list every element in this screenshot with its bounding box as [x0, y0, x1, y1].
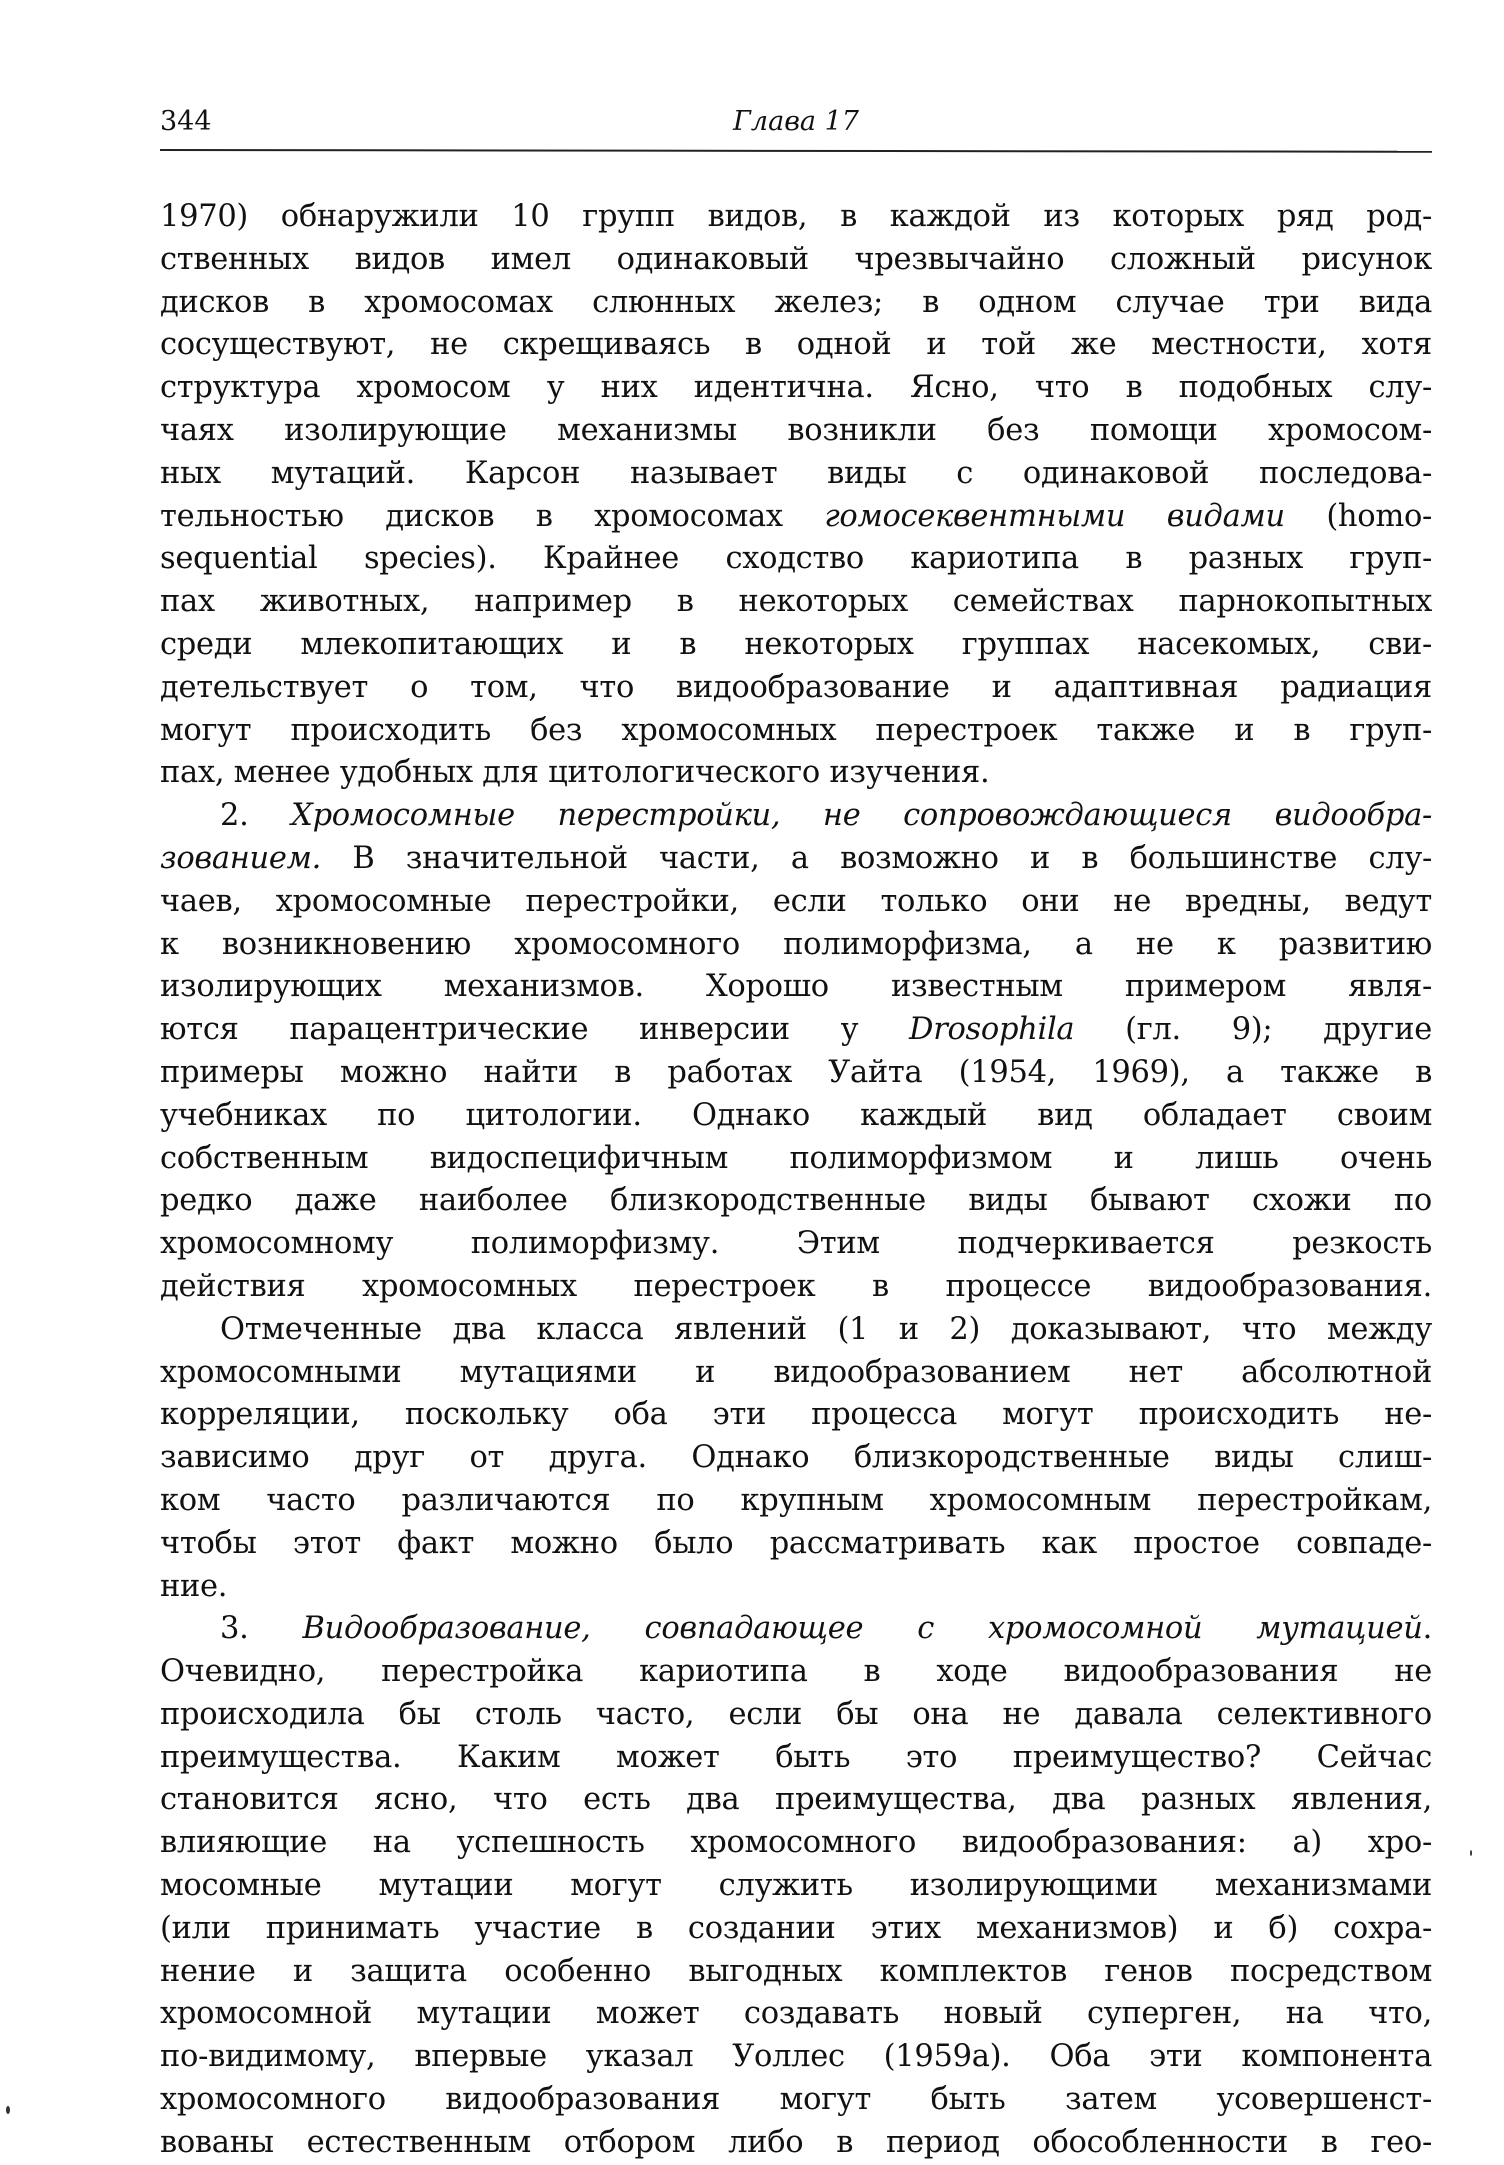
text-run: хромосомному полиморфизму. Этим подчеркивается резкость: [160, 1226, 1432, 1262]
italic-text-run: гомосеквентными видами: [824, 498, 1285, 534]
text-run: к возникновению хромосомного полиморфизма, а не к развитию: [160, 926, 1432, 962]
page-number: 344: [160, 106, 212, 137]
text-run: тельностью дисков в хромосомах: [160, 498, 825, 534]
text-line: [160, 282, 1432, 325]
text-run: ственных видов имел одинаковый чрезвычайно сложный рисунок: [160, 241, 1432, 277]
scan-speck: [1470, 1850, 1472, 1856]
text-line: [160, 2122, 1432, 2165]
text-run: корреляции, поскольку оба эти процесса могут происходить не-: [160, 1397, 1432, 1433]
text-run: зависимо друг от друга. Однако близкородственные виды слиш-: [160, 1440, 1432, 1476]
text-run: хромосомной мутации может создавать новый суперген, на что,: [160, 1996, 1432, 2032]
text-run: примеры можно найти в работах Уайта (1954, 1969), а также в: [160, 1054, 1432, 1090]
text-line: [160, 1480, 1432, 1523]
text-line: [160, 966, 1432, 1009]
text-run: .: [1422, 1611, 1432, 1647]
text-run: вованы естественным отбором либо в период обособленности в гео-: [160, 2124, 1432, 2160]
header-rule: [160, 149, 1432, 153]
text-line: [160, 795, 1432, 838]
text-run: sequential species). Крайнее сходство кариотипа в разных груп-: [160, 541, 1432, 577]
text-run: по-видимому, впервые указал Уоллес (1959а). Оба эти компонента: [160, 2039, 1432, 2075]
text-line: [160, 1223, 1432, 1266]
text-line: [160, 1523, 1432, 1566]
text-line: [160, 1608, 1432, 1651]
text-run: чаев, хромосомные перестройки, если только они не вредны, ведут: [160, 883, 1432, 919]
text-run: дисков в хромосомах слюнных желез; в одном случае три вида: [160, 284, 1432, 320]
text-line: [160, 1394, 1432, 1437]
text-run: изолирующих механизмов. Хорошо известным примером явля-: [160, 969, 1432, 1005]
text-line: [160, 1822, 1432, 1865]
text-line: [160, 1052, 1432, 1095]
text-run: ются парацентрические инверсии у: [160, 1012, 910, 1048]
text-run: Отмеченные два класса явлений (1 и 2) доказывают, что между: [220, 1311, 1432, 1347]
page-header: [160, 106, 1432, 146]
text-run: преимущества. Каким может быть это преимущество? Сейчас: [160, 1739, 1432, 1775]
text-run: редко даже наиболее близкородственные виды бывают схожи по: [160, 1183, 1432, 1219]
text-line: [160, 710, 1432, 753]
text-line: [160, 1694, 1432, 1737]
text-run: ние.: [160, 1568, 228, 1604]
text-run: пах животных, например в некоторых семействах парнокопытных: [160, 584, 1432, 620]
text-run: В значительной части, а возможно и в большинстве слу-: [321, 840, 1432, 876]
text-line: [160, 496, 1432, 539]
italic-text-run: Хромосомные перестройки, не сопровождающиеся видообра-: [291, 798, 1432, 834]
text-line: [160, 667, 1432, 710]
text-run: происходила бы столь часто, если бы она не давала селективного: [160, 1696, 1432, 1732]
text-line: [160, 838, 1432, 881]
text-line: [160, 324, 1432, 367]
text-line: [160, 1309, 1432, 1352]
text-line: [160, 752, 1432, 795]
text-line: [160, 1095, 1432, 1138]
text-run: мосомные мутации могут служить изолирующими механизмами: [160, 1868, 1432, 1904]
text-run: влияющие на успешность хромосомного видообразования: а) хро-: [160, 1825, 1432, 1861]
text-run: действия хромосомных перестроек в процессе видообразования.: [160, 1268, 1432, 1304]
italic-text-run: зованием.: [160, 840, 321, 876]
text-line: [160, 581, 1432, 624]
text-line: [160, 924, 1432, 967]
text-run: структура хромосом у них идентична. Ясно, что в подобных слу-: [160, 370, 1432, 406]
italic-text-run: Drosophila: [909, 1012, 1075, 1048]
scan-speck: [6, 2106, 10, 2114]
italic-text-run: Видообразование, совпадающее с хромосомной мутацией: [302, 1611, 1423, 1647]
text-run: детельствует о том, что видообразование и адаптивная радиация: [160, 669, 1432, 705]
text-line: [160, 624, 1432, 667]
text-run: 1970) обнаружили 10 групп видов, в каждой из которых ряд род-: [160, 199, 1432, 234]
text-line: [160, 1779, 1432, 1822]
text-line: [160, 881, 1432, 924]
text-line: [160, 1009, 1432, 1052]
text-line: [160, 1352, 1432, 1395]
text-line: [160, 1180, 1432, 1223]
text-line: [160, 1437, 1432, 1480]
text-run: (или принимать участие в создании этих механизмов) и б) сохра-: [160, 1910, 1432, 1946]
text-run: (homo-: [1284, 498, 1433, 534]
text-run: могут происходить без хромосомных перестроек также и в груп-: [160, 712, 1432, 748]
text-line: [160, 1865, 1432, 1908]
text-line: [160, 1651, 1432, 1694]
text-run: ком часто различаются по крупным хромосомным перестройкам,: [160, 1482, 1432, 1518]
text-line: [160, 1951, 1432, 1994]
text-run: сосуществуют, не скрещиваясь в одной и той же местности, хотя: [160, 327, 1432, 363]
text-line: [160, 1138, 1432, 1181]
text-line: [160, 453, 1432, 496]
text-line: [160, 196, 1432, 239]
text-run: (гл. 9); другие: [1074, 1012, 1432, 1048]
body-text: [160, 196, 1432, 2165]
text-line: [160, 1737, 1432, 1780]
text-line: [160, 239, 1432, 282]
text-run: становится ясно, что есть два преимущества, два разных явления,: [160, 1782, 1432, 1818]
text-run: 3.: [220, 1611, 303, 1647]
text-run: среди млекопитающих и в некоторых группах насекомых, сви-: [160, 626, 1432, 662]
text-run: чаях изолирующие механизмы возникли без помощи хромосом-: [160, 412, 1432, 448]
running-head: Глава 17: [733, 106, 859, 137]
text-line: [160, 367, 1432, 410]
text-run: нение и защита особенно выгодных комплектов генов посредством: [160, 1953, 1432, 1989]
text-line: [160, 410, 1432, 453]
text-run: ных мутаций. Карсон называет виды с одинаковой последова-: [160, 455, 1432, 491]
text-line: [160, 2079, 1432, 2122]
text-line: [160, 538, 1432, 581]
text-line: [160, 1993, 1432, 2036]
text-run: пах, менее удобных для цитологического изучения.: [160, 755, 990, 791]
text-run: хромосомными мутациями и видообразованием нет абсолютной: [160, 1354, 1432, 1390]
text-run: чтобы этот факт можно было рассматривать как простое совпаде-: [160, 1525, 1432, 1561]
text-line: [160, 2036, 1432, 2079]
text-run: Очевидно, перестройка кариотипа в ходе видообразования не: [160, 1654, 1432, 1690]
text-run: хромосомного видообразования могут быть затем усовершенст-: [160, 2082, 1432, 2118]
text-line: [160, 1908, 1432, 1951]
text-line: [160, 1566, 1432, 1609]
text-line: [160, 1266, 1432, 1309]
text-run: учебниках по цитологии. Однако каждый вид обладает своим: [160, 1097, 1432, 1133]
text-run: 2.: [220, 798, 292, 834]
text-run: собственным видоспецифичным полиморфизмом и лишь очень: [160, 1140, 1432, 1176]
